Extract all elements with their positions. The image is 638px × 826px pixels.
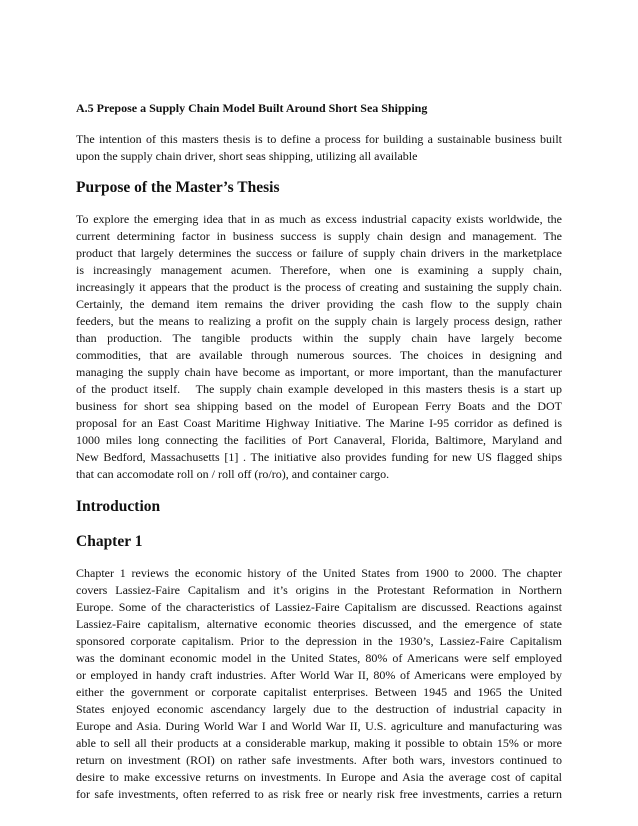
text-line: business for short sea shipping based on the model of European Ferry Boats and the DOT xyxy=(76,399,562,413)
purpose-paragraph xyxy=(76,211,562,483)
text-line: or employed in handy craft industries. After World War II, 80% of Americans were employed by xyxy=(76,668,562,682)
text-line: increasingly it appears that the product is the process of creating and sustaining the supply chain. xyxy=(76,280,562,294)
text-line: either the government or corporate capitalist enterprises. Between 1945 and 1965 the United xyxy=(76,685,562,699)
text-line: The intention of this masters thesis is to define a process for building a sustainable business built xyxy=(76,132,562,146)
text-line: Certainly, the demand item remains the driver providing the cash flow to the supply chain xyxy=(76,297,562,311)
text-line: was the dominant economic model in the United States, 80% of Americans were self employed xyxy=(76,651,562,665)
text-line: product that largely determines the success or failure of supply chain drivers in the marketplace xyxy=(76,246,562,260)
text-line: current determining factor in business success is supply chain design and management. The xyxy=(76,229,562,243)
chapter1-heading: Chapter 1 xyxy=(76,533,143,550)
text-line: feeders, but the means to realizing a profit on the supply chain is largely process design, rather xyxy=(76,314,562,328)
text-line: States enjoyed economic ascendancy largely due to the destruction of industrial capacity in xyxy=(76,702,562,716)
text-line: that can accomodate roll on / roll off (ro/ro), and container cargo. xyxy=(76,467,390,481)
introduction-heading: Introduction xyxy=(76,498,161,515)
text-line: 1000 miles long connecting the facilities of Port Canaveral, Florida, Baltimore, Maryland and xyxy=(76,433,562,447)
text-line: managing the supply chain have become as important, or more important, than the manufacturer xyxy=(76,365,562,379)
text-line: Europe and Asia. During World War I and World War II, U.S. agriculture and manufacturing was xyxy=(76,719,562,733)
text-line: of the product itself. The supply chain example developed in this masters thesis is a start up xyxy=(76,382,562,396)
text-line: return on investment (ROI) on rather safe investments. After both wars, investors continued to xyxy=(76,753,562,767)
text-line: is increasingly management acumen. Therefore, when one is examining a supply chain, xyxy=(76,263,562,277)
document-page xyxy=(76,100,562,803)
text-line: for safe investments, often referred to as risk free or nearly risk free investments, carries a return xyxy=(76,787,562,801)
text-line: Lassiez-Faire capitalism, alternative economic theories discussed, and the emergence of state xyxy=(76,617,562,631)
text-line: proposal for an East Coast Maritime Highway Initiative. The Marine I-95 corridor as defined is xyxy=(76,416,562,430)
purpose-heading: Purpose of the Master’s Thesis xyxy=(76,179,280,196)
text-line: sponsored corporate capitalism. Prior to the depression in the 1930’s, Lassiez-Faire Capitalism xyxy=(76,634,562,648)
text-line: able to sell all their products at a considerable markup, making it possible to obtain 15% or more xyxy=(76,736,562,750)
text-line: upon the supply chain driver, short seas shipping, utilizing all available xyxy=(76,149,418,163)
text-line: covers Lassiez-Faire Capitalism and it’s origins in the Protestant Reformation in Northern xyxy=(76,583,562,597)
text-line: Chapter 1 reviews the economic history of the United States from 1900 to 2000. The chapter xyxy=(76,566,562,580)
intent-paragraph xyxy=(76,131,562,165)
text-line: New Bedford, Massachusetts [1] . The initiative also provides funding for new US flagged ships xyxy=(76,450,562,464)
text-line: desire to make excessive returns on investments. In Europe and Asia the average cost of capital xyxy=(76,770,562,784)
chapter1-paragraph xyxy=(76,565,562,803)
text-line: commodities, that are available through numerous sources. The choices in designing and xyxy=(76,348,562,362)
text-line: To explore the emerging idea that in as much as excess industrial capacity exists worldwide, the xyxy=(76,212,562,226)
text-line: Europe. Some of the characteristics of Lassiez-Faire Capitalism are discussed. Reactions against xyxy=(76,600,562,614)
a5-heading: A.5 Prepose a Supply Chain Model Built Around Short Sea Shipping xyxy=(76,101,428,115)
text-line: than production. The tangible products within the supply chain have largely become xyxy=(76,331,562,345)
